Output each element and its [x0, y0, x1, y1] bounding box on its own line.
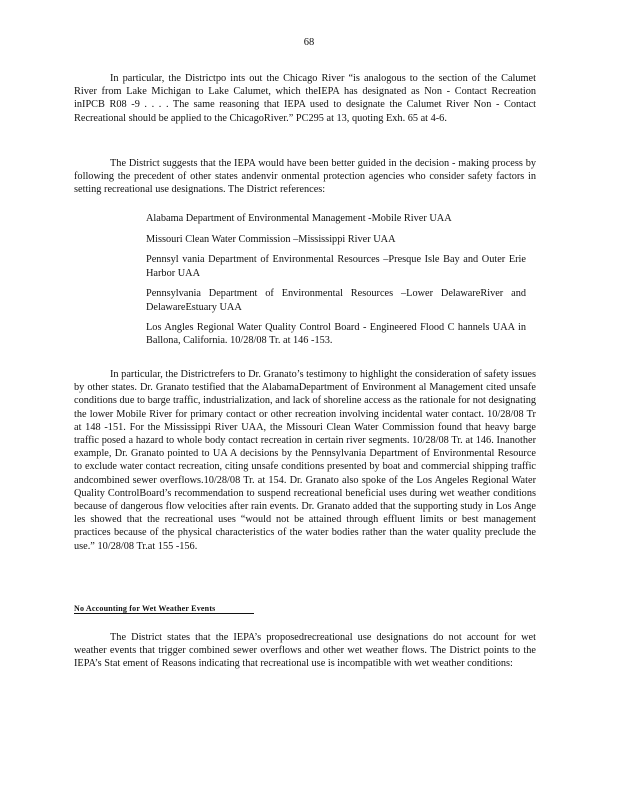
- page-number: 68: [303, 37, 315, 48]
- reference-item: Pennsylvania Department of Environmental Resources –Lower DelawareRiver and DelawareEstuary UAA: [146, 288, 526, 313]
- paragraph-chicago-river: In particular, the Districtpo ints out the Chicago River “is analogous to the section of the Calumet River from Lake Michigan to Lake Calumet, which theIEPA has designated as Non - Contact Recreation inIPCB R08 -9 . . . . The same reasoning that IEPA used to designate the Calumet River Non - Contact Recreational should be applied to the ChicagoRiver.” PC295 at 13, quoting Exh. 65 at 4-6.: [74, 73, 536, 124]
- reference-item: Pennsyl vania Department of Environmental Resources –Presque Isle Bay and Outer Erie Harbor UAA: [146, 254, 526, 279]
- references-list: [146, 212, 526, 355]
- paragraph-wet-weather: The District states that the IEPA’s proposedrecreational use designations do not account for wet weather events that trigger combined sewer overflows and other wet weather flows. The District points to the IEPA’s Stat ement of Reasons indicating that recreational use is incompatible with wet weather conditions:: [74, 632, 536, 670]
- reference-item: Missouri Clean Water Commission –Mississippi River UAA: [146, 233, 396, 245]
- paragraph-granato-testimony: In particular, the Districtrefers to Dr. Granato’s testimony to highlight the consideration of safety issues by other states. Dr. Granato testified that the AlabamaDepartment of Environment al Management cited unsafe conditions due to barge traffic, industrialization, and lack of shoreline access as the rationale for not designating the lower Mobile River for primary contact or other recreation involving incidental water contact. 10/28/08 Tr at 148 -151. For the Mississippi River UAA, the Missouri Clean Water Commission found that heavy barge traffic posed a hazard to whole body contact recreation in certain river segments. 10/28/08 Tr. at 146. Inanother example, Dr. Granato pointed to UA A decisions by the Pennsylvania Department of Environmental Resource to exclude water contact recreation, citing unsafe conditions presented by boat and commercial shipping traffic andcombined sewer overflows.10/28/08 Tr. at 154. Dr. Granato also spoke of the Los Angeles Regional Water Quality ControlBoard’s recommendation to suspend recreational beneficial uses during wet weather conditions because of dangerous flow velocities after rain events. Dr. Granato added that the supporting study in Los Ange les showed that the recreational uses “would not be attained through effluent limits or best management practices because of the physical characteristics of the water bodies rather than the water quality preclude the use.” 10/28/08 Tr.at 155 -156.: [74, 369, 536, 552]
- reference-item: Los Angles Regional Water Quality Control Board - Engineered Flood C hannels UAA in Ballona, California. 10/28/08 Tr. at 146 -153.: [146, 322, 526, 347]
- section-heading: No Accounting for Wet Weather Events: [74, 604, 254, 614]
- reference-item: Alabama Department of Environmental Management -Mobile River UAA: [146, 213, 452, 224]
- paragraph-district-suggests: The District suggests that the IEPA would have been better guided in the decision - making process by following the precedent of other states andenvir onmental protection agencies who consider safety factors in setting recreational use designations. The District references:: [74, 158, 536, 196]
